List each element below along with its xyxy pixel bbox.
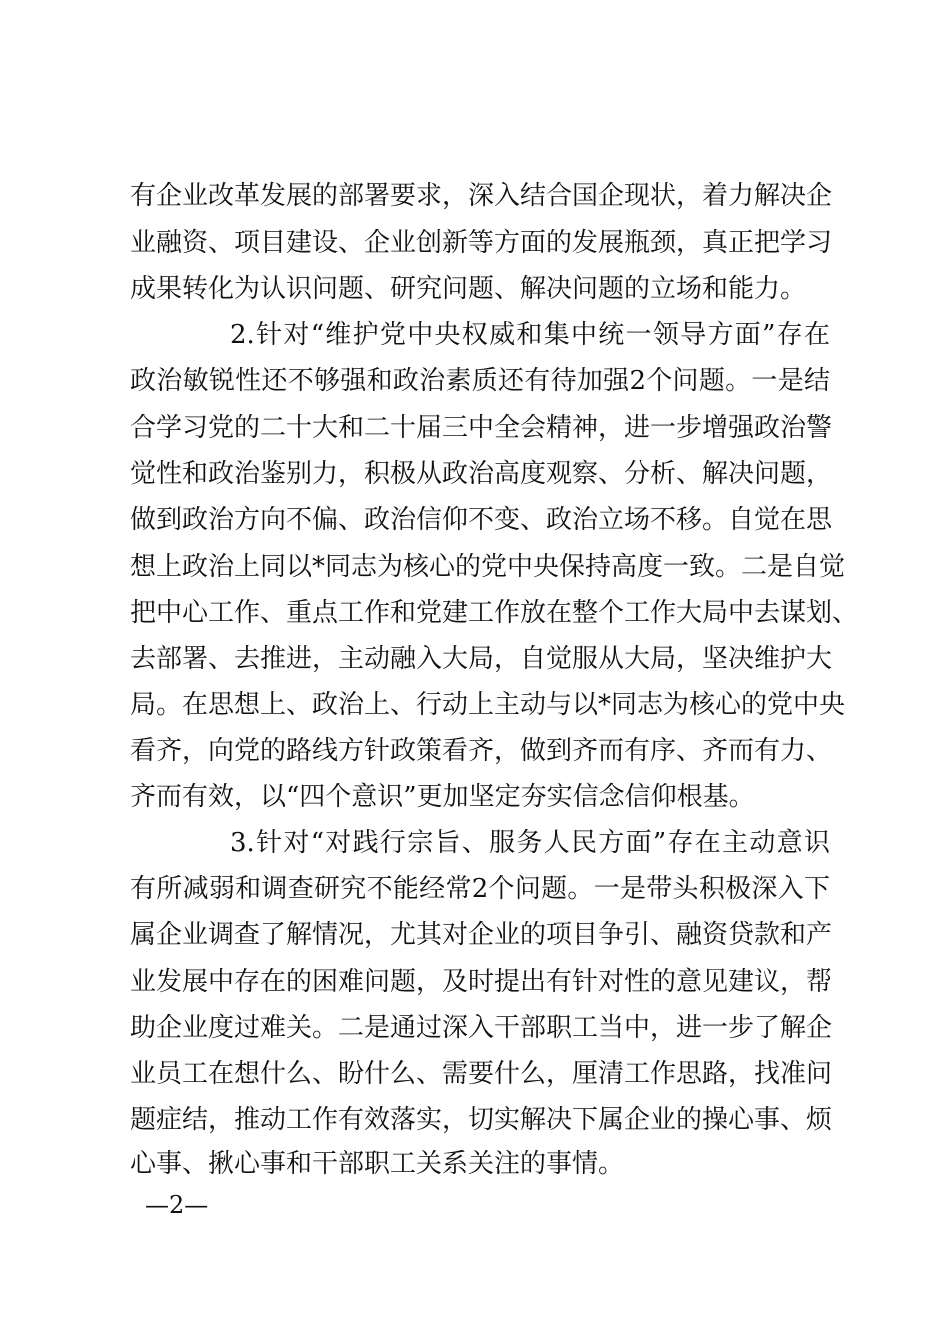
body-line: 属企业调查了解情况，尤其对企业的项目争引、融资贷款和产: [130, 920, 833, 950]
body-line: 把中心工作、重点工作和党建工作放在整个工作大局中去谋划、: [130, 598, 859, 628]
body-line: 业融资、项目建设、企业创新等方面的发展瓶颈，真正把学习: [130, 228, 833, 258]
item-2-heading-line: 2.针对“维护党中央权威和集中统一领导方面”存在: [230, 320, 830, 350]
body-line: 去部署、去推进，主动融入大局，自觉服从大局，坚决维护大: [130, 644, 833, 674]
body-line: 合学习党的二十大和二十届三中全会精神，进一步增强政治警: [130, 413, 833, 443]
body-line: 看齐，向党的路线方针政策看齐，做到齐而有序、齐而有力、: [130, 736, 833, 766]
page-number: —2—: [145, 1191, 209, 1219]
body-line: 成果转化为认识问题、研究问题、解决问题的立场和能力。: [130, 274, 807, 304]
body-line: 政治敏锐性还不够强和政治素质还有待加强2个问题。一是结: [130, 366, 830, 396]
body-line: 有企业改革发展的部署要求，深入结合国企现状，着力解决企: [130, 181, 833, 211]
body-line: 业发展中存在的困难问题，及时提出有针对性的意见建议，帮: [130, 967, 833, 997]
body-line: 做到政治方向不偏、政治信仰不变、政治立场不移。自觉在思: [130, 505, 833, 535]
body-line: 觉性和政治鉴别力，积极从政治高度观察、分析、解决问题，: [130, 459, 833, 489]
body-line: 有所减弱和调查研究不能经常2个问题。一是带头积极深入下: [130, 874, 830, 904]
body-line: 想上政治上同以*同志为核心的党中央保持高度一致。二是自觉: [130, 552, 846, 582]
body-line: 心事、揪心事和干部职工关系关注的事情。: [130, 1149, 625, 1179]
body-line: 齐而有效，以“四个意识”更加坚定夯实信念信仰根基。: [130, 782, 755, 812]
body-line: 题症结，推动工作有效落实，切实解决下属企业的操心事、烦: [130, 1105, 833, 1135]
body-line: 助企业度过难关。二是通过深入干部职工当中，进一步了解企: [130, 1013, 833, 1043]
body-line: 局。在思想上、政治上、行动上主动与以*同志为核心的党中央: [130, 690, 846, 720]
body-line: 业员工在想什么、盼什么、需要什么，厘清工作思路，找准问: [130, 1059, 833, 1089]
item-3-heading-line: 3.针对“对践行宗旨、服务人民方面”存在主动意识: [230, 828, 830, 858]
